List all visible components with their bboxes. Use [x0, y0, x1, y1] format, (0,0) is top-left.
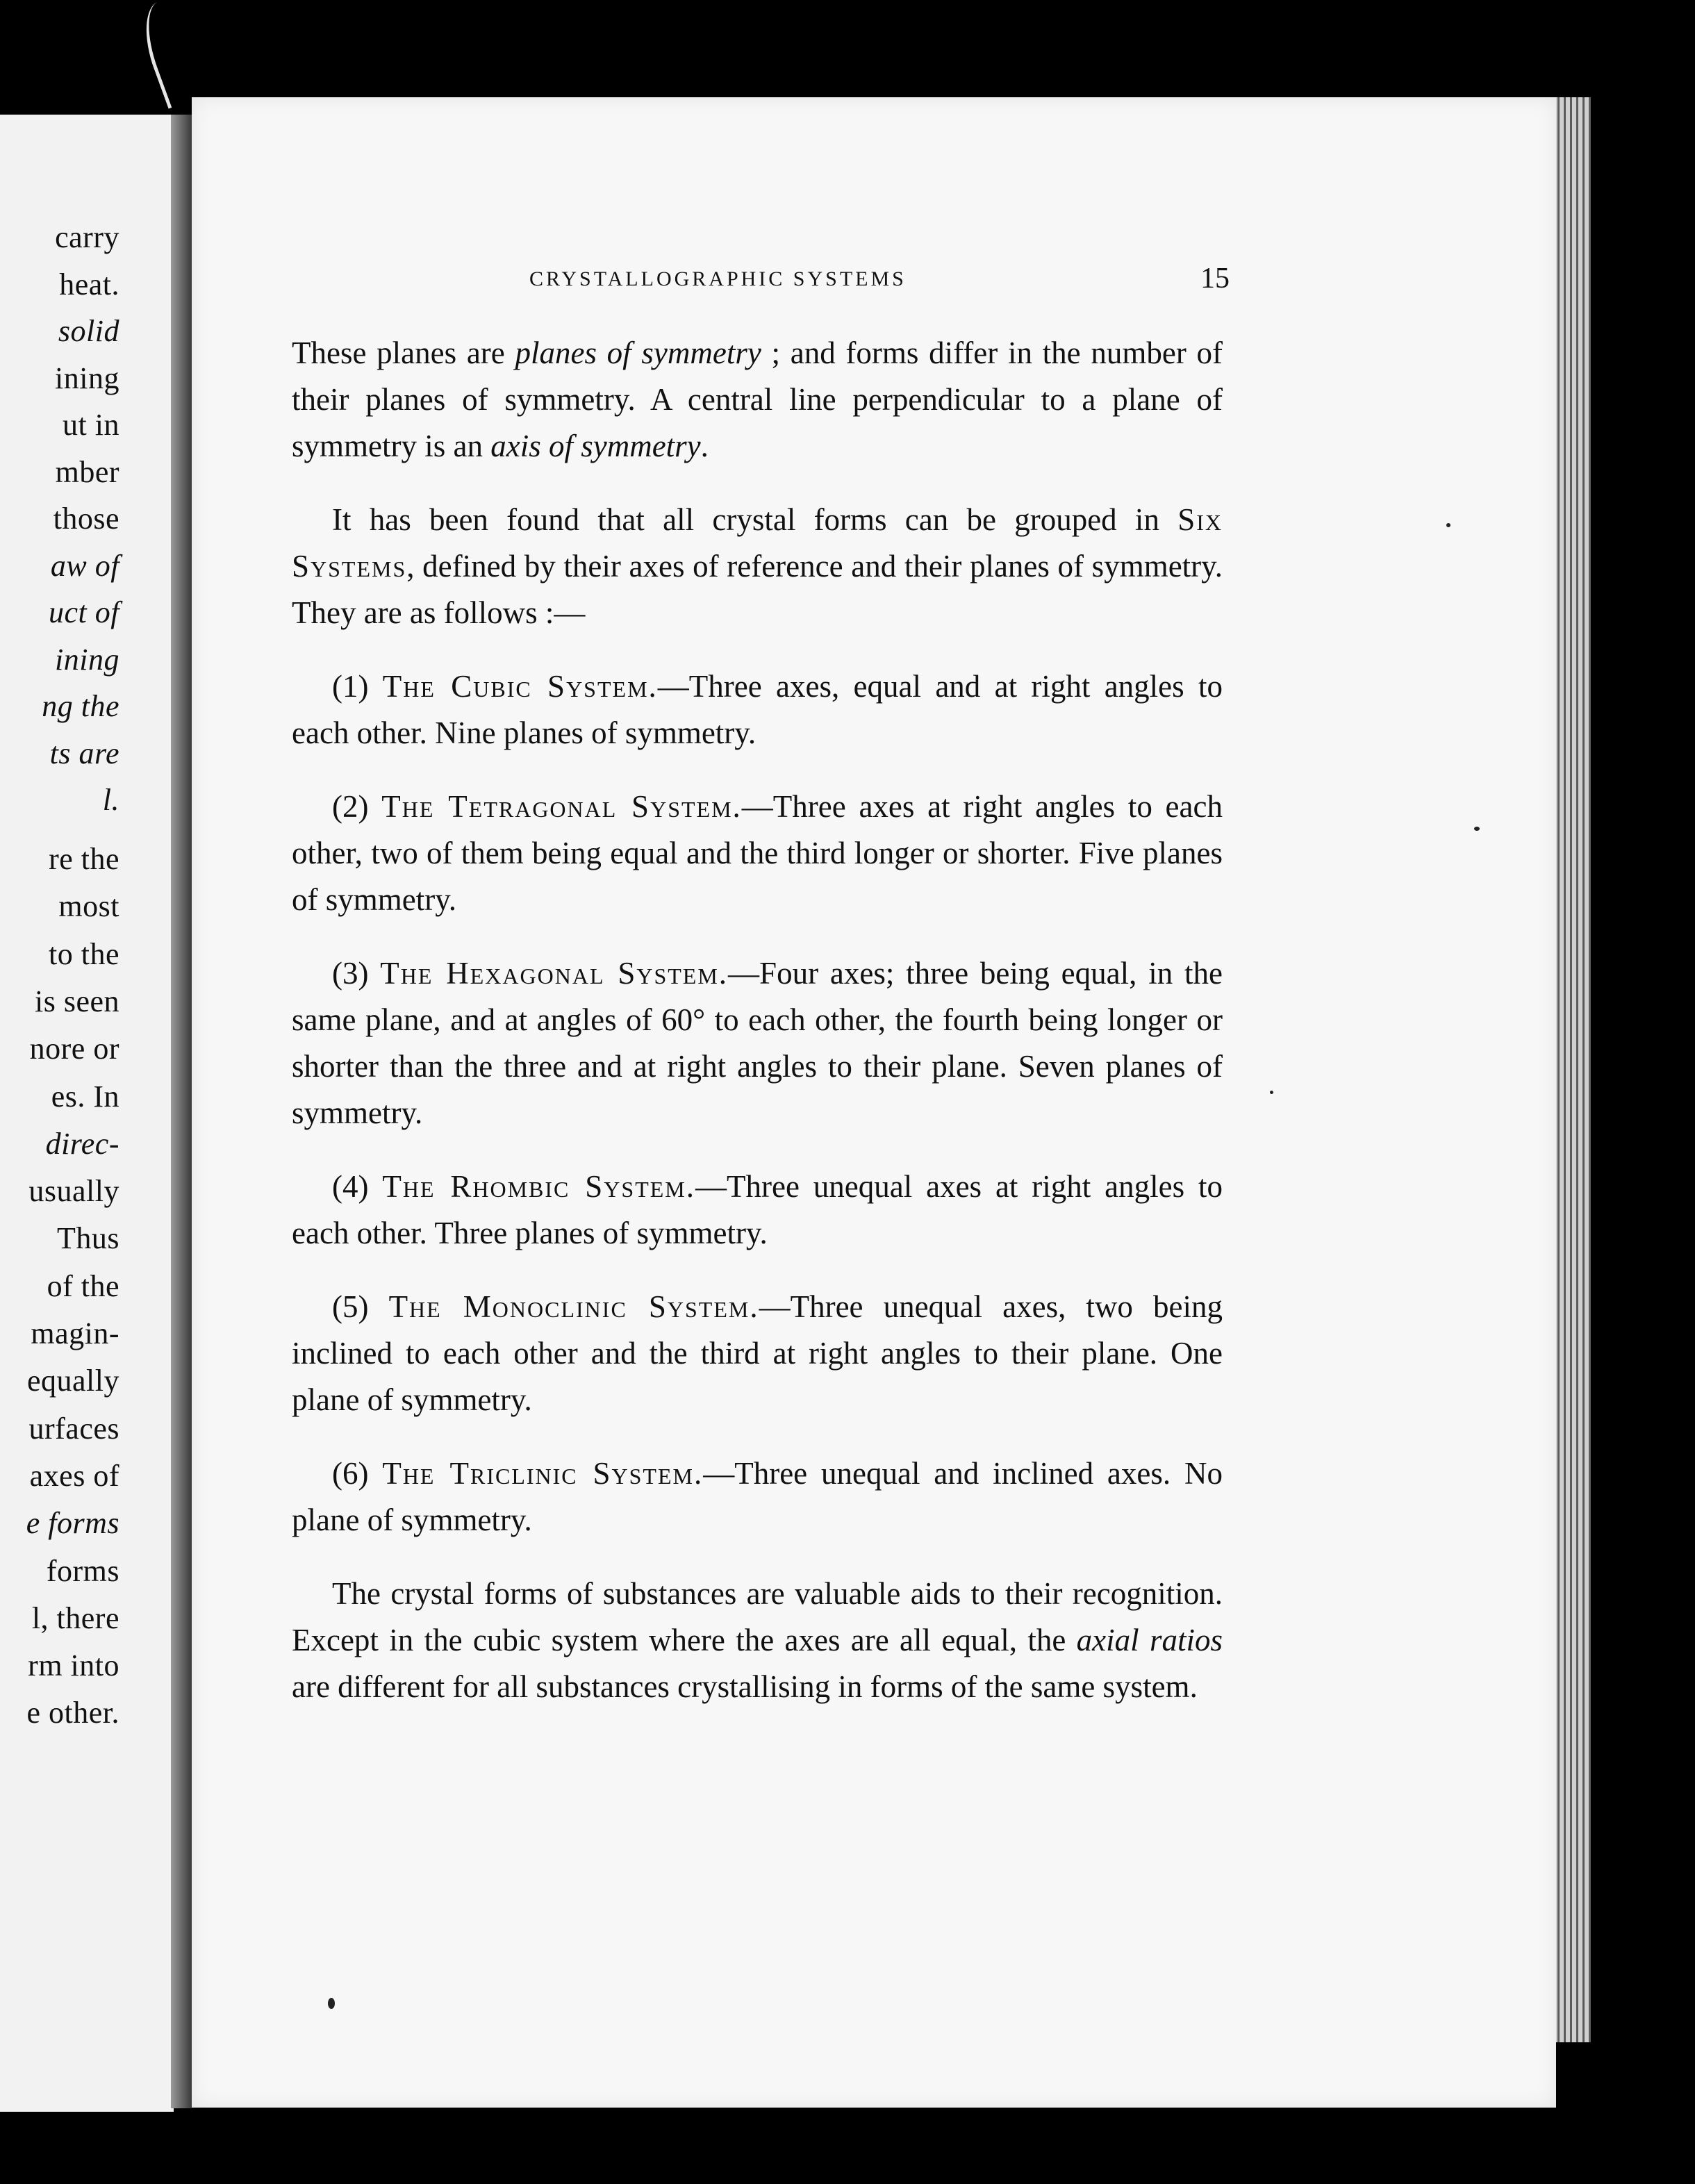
- binding-thread: [133, 0, 210, 109]
- facing-page-line: direc-: [45, 1126, 119, 1161]
- system-description: —Three axes, equal and at right angles to each other. Nine planes of symmetry.: [292, 669, 1223, 750]
- facing-page-line: l, there: [31, 1600, 119, 1635]
- facing-page-line: Thus: [57, 1221, 119, 1256]
- facing-page-line: es. In: [51, 1079, 119, 1114]
- text-run: The crystal forms of substances are valuable aids to their recognition. Except in the cubic system where the axes are all equal, the: [292, 1576, 1223, 1657]
- facing-page-line: nore or: [29, 1032, 119, 1066]
- facing-page-line: mber: [55, 454, 119, 489]
- system-tetragonal: [292, 784, 1223, 923]
- system-name: The Tetragonal System.: [381, 789, 742, 824]
- system-description: —Three unequal axes at right angles to each other. Three planes of symmetry.: [292, 1169, 1223, 1250]
- facing-page-line: rm into: [28, 1648, 119, 1683]
- facing-page-line: forms: [46, 1553, 119, 1588]
- system-name: The Triclinic System.: [382, 1456, 704, 1491]
- small-caps-term: Six Systems: [292, 502, 1223, 584]
- facing-page-line: ining: [55, 361, 119, 395]
- facing-page-line: urfaces: [28, 1411, 119, 1446]
- system-description: —Three unequal and inclined axes. No plane of symmetry.: [292, 1456, 1223, 1537]
- paragraph-axial-ratios: [292, 1571, 1223, 1710]
- facing-page-line: usually: [28, 1174, 119, 1209]
- page-number: 15: [1200, 263, 1230, 295]
- system-description: —Four axes; three being equal, in the same plane, and at angles of 60° to each other, the fourth being longer or shorter than the three and at right angles to their plane. Seven planes of symmetry.: [292, 956, 1223, 1130]
- facing-page-fragment: [0, 115, 174, 2112]
- facing-page-line: ut in: [63, 408, 119, 442]
- facing-page-line: l.: [102, 783, 119, 817]
- italic-term: axis of symmetry: [490, 429, 701, 463]
- system-triclinic: [292, 1450, 1223, 1544]
- paragraph-planes-of-symmetry: [292, 330, 1223, 470]
- facing-page-line: magin-: [31, 1316, 119, 1350]
- ink-speck: [1270, 1091, 1273, 1094]
- text-run: are different for all substances crystallising in forms of the same system.: [292, 1669, 1198, 1704]
- system-monoclinic: [292, 1284, 1223, 1423]
- italic-term: axial ratios: [1076, 1623, 1223, 1657]
- facing-page-line: ts are: [49, 736, 119, 770]
- system-hexagonal: [292, 950, 1223, 1136]
- page-body: [292, 330, 1223, 1710]
- facing-page-line: equally: [26, 1364, 119, 1398]
- facing-page-line: solid: [58, 314, 119, 348]
- system-name: The Monoclinic System.: [388, 1289, 759, 1324]
- facing-page-line: those: [53, 502, 119, 536]
- system-number: (3): [332, 956, 381, 991]
- system-description: —Three axes at right angles to each other, two of them being equal and the third longer or shorter. Five planes of symmetry.: [292, 789, 1223, 917]
- facing-page-line: e forms: [26, 1506, 119, 1541]
- text-run: It has been found that all crystal forms can be grouped in: [332, 502, 1178, 537]
- book-gutter: [171, 115, 192, 2108]
- facing-page-line: ining: [55, 642, 119, 677]
- ink-speck: [1446, 523, 1450, 527]
- system-rhombic: [292, 1164, 1223, 1257]
- facing-page-line: of the: [47, 1268, 119, 1303]
- system-name: The Rhombic System.: [382, 1169, 695, 1204]
- ink-speck: [1474, 827, 1480, 831]
- system-name: The Hexagonal System.: [380, 956, 729, 991]
- facing-page-line: aw of: [50, 548, 119, 583]
- text-run: .: [700, 429, 709, 463]
- system-name: The Cubic System.: [382, 669, 658, 704]
- system-cubic: [292, 663, 1223, 756]
- system-number: (4): [332, 1169, 383, 1204]
- facing-page-line: uct of: [49, 595, 119, 629]
- facing-page-line: heat.: [59, 267, 119, 301]
- system-number: (5): [332, 1289, 389, 1324]
- running-head: CRYSTALLOGRAPHIC SYSTEMS: [529, 267, 907, 290]
- italic-term: planes of symmetry: [515, 336, 761, 370]
- facing-page-line: axes of: [29, 1458, 119, 1493]
- system-description: —Three unequal axes, two being inclined to each other and the third at right angles to their plane. One plane of symmetry.: [292, 1289, 1223, 1417]
- facing-page-line: re the: [49, 842, 119, 876]
- text-run: ; and forms differ in the number of their planes of symmetry. A central line perpendicular to a plane of symmetry is an: [292, 336, 1223, 463]
- facing-page-line: e other.: [26, 1696, 119, 1730]
- text-run: These planes are: [292, 336, 515, 370]
- facing-page-line: is seen: [34, 984, 119, 1018]
- facing-page-line: ng the: [42, 689, 119, 723]
- facing-page-line: carry: [55, 220, 119, 254]
- system-number: (2): [332, 789, 382, 824]
- facing-page-line: most: [58, 889, 119, 924]
- ink-speck: [328, 1998, 335, 2009]
- text-run: , defined by their axes of reference and their planes of symmetry. They are as follows :—: [292, 549, 1223, 630]
- paragraph-six-systems: [292, 497, 1223, 636]
- facing-page-line: to the: [49, 936, 119, 971]
- system-number: (6): [332, 1456, 383, 1491]
- system-number: (1): [332, 669, 383, 704]
